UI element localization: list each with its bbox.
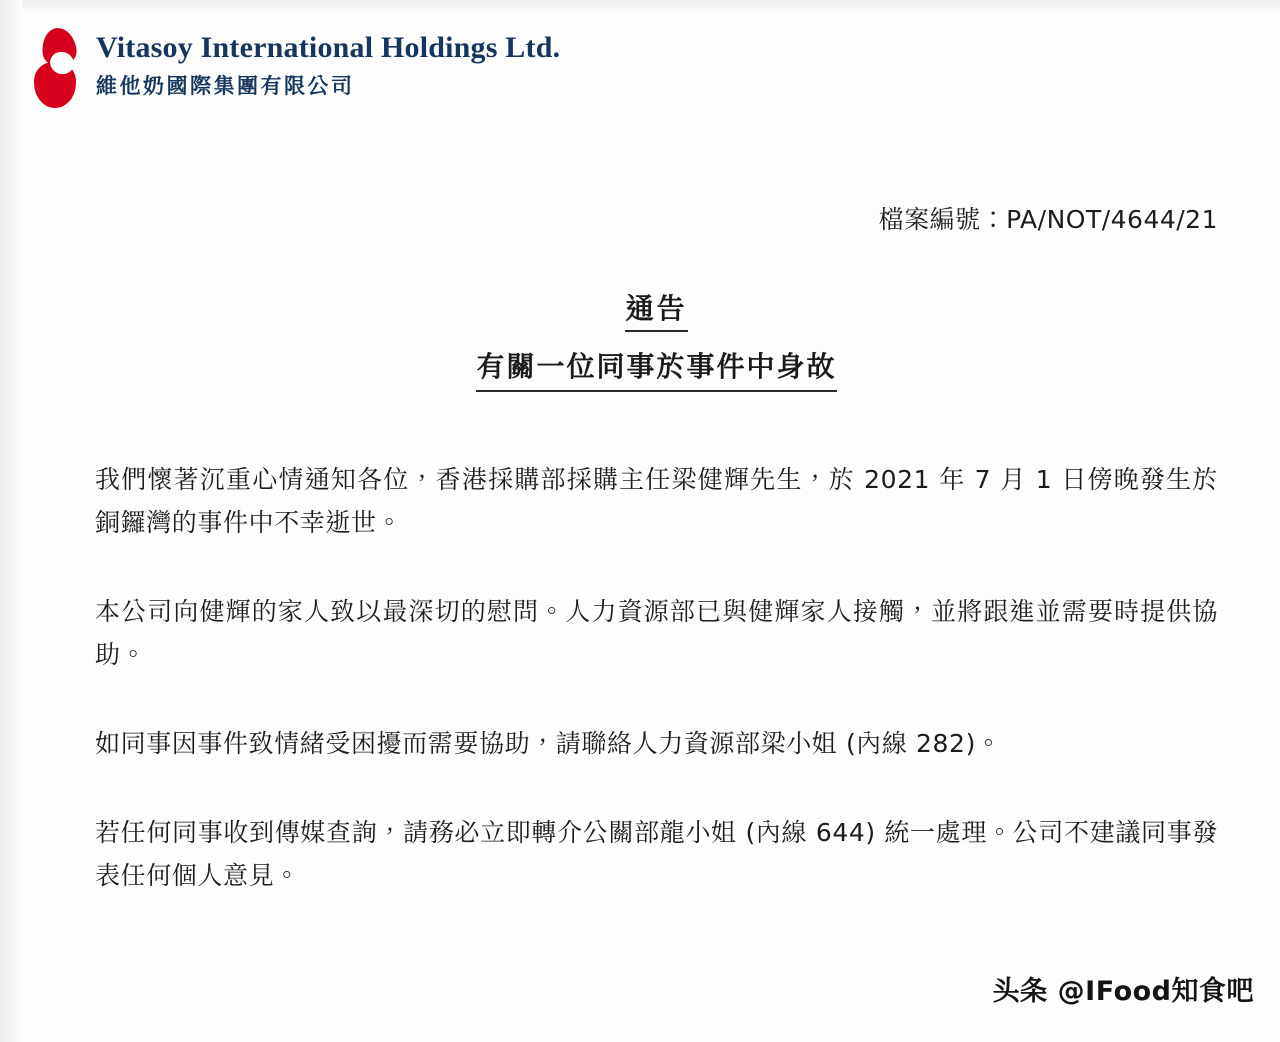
paragraph: 如同事因事件致情緒受困擾而需要協助，請聯絡人力資源部梁小姐 (內線 282)。 xyxy=(95,728,1002,758)
document-body xyxy=(95,200,1218,897)
company-name-en: Vitasoy International Holdings Ltd. xyxy=(96,31,561,64)
title-block xyxy=(95,290,1218,392)
page-edge-shadow-left xyxy=(0,0,22,1042)
document-paragraphs xyxy=(95,458,1218,897)
watermark-brand: 头条 xyxy=(992,976,1048,1007)
letterhead-text xyxy=(96,26,560,100)
page-edge-shadow-top xyxy=(0,0,1280,14)
company-name-zh: 維他奶國際集團有限公司 xyxy=(96,74,355,99)
watermark xyxy=(993,969,1254,1008)
document-title: 通告 xyxy=(625,290,687,332)
file-reference-number: 檔案編號：PA/NOT/4644/21 xyxy=(878,205,1218,234)
paragraph: 我們懷著沉重心情通知各位，香港採購部採購主任梁健輝先生，於 2021 年 7 月 1 日傍晚發生於銅鑼灣的事件中不幸逝世。 xyxy=(95,464,1218,537)
paragraph: 若任何同事收到傳媒查詢，請務必立即轉介公關部龍小姐 (內線 644) 統一處理。公司不建議同事發表任何個人意見。 xyxy=(95,817,1218,890)
letterhead xyxy=(30,26,560,108)
vitasoy-droplet-logo-icon xyxy=(30,26,84,108)
watermark-handle: @IFood知食吧 xyxy=(1057,976,1254,1007)
document-subtitle: 有關一位同事於事件中身故 xyxy=(476,348,836,392)
paragraph: 本公司向健輝的家人致以最深切的慰問。人力資源部已與健輝家人接觸，並將跟進並需要時提供協助。 xyxy=(95,596,1218,669)
